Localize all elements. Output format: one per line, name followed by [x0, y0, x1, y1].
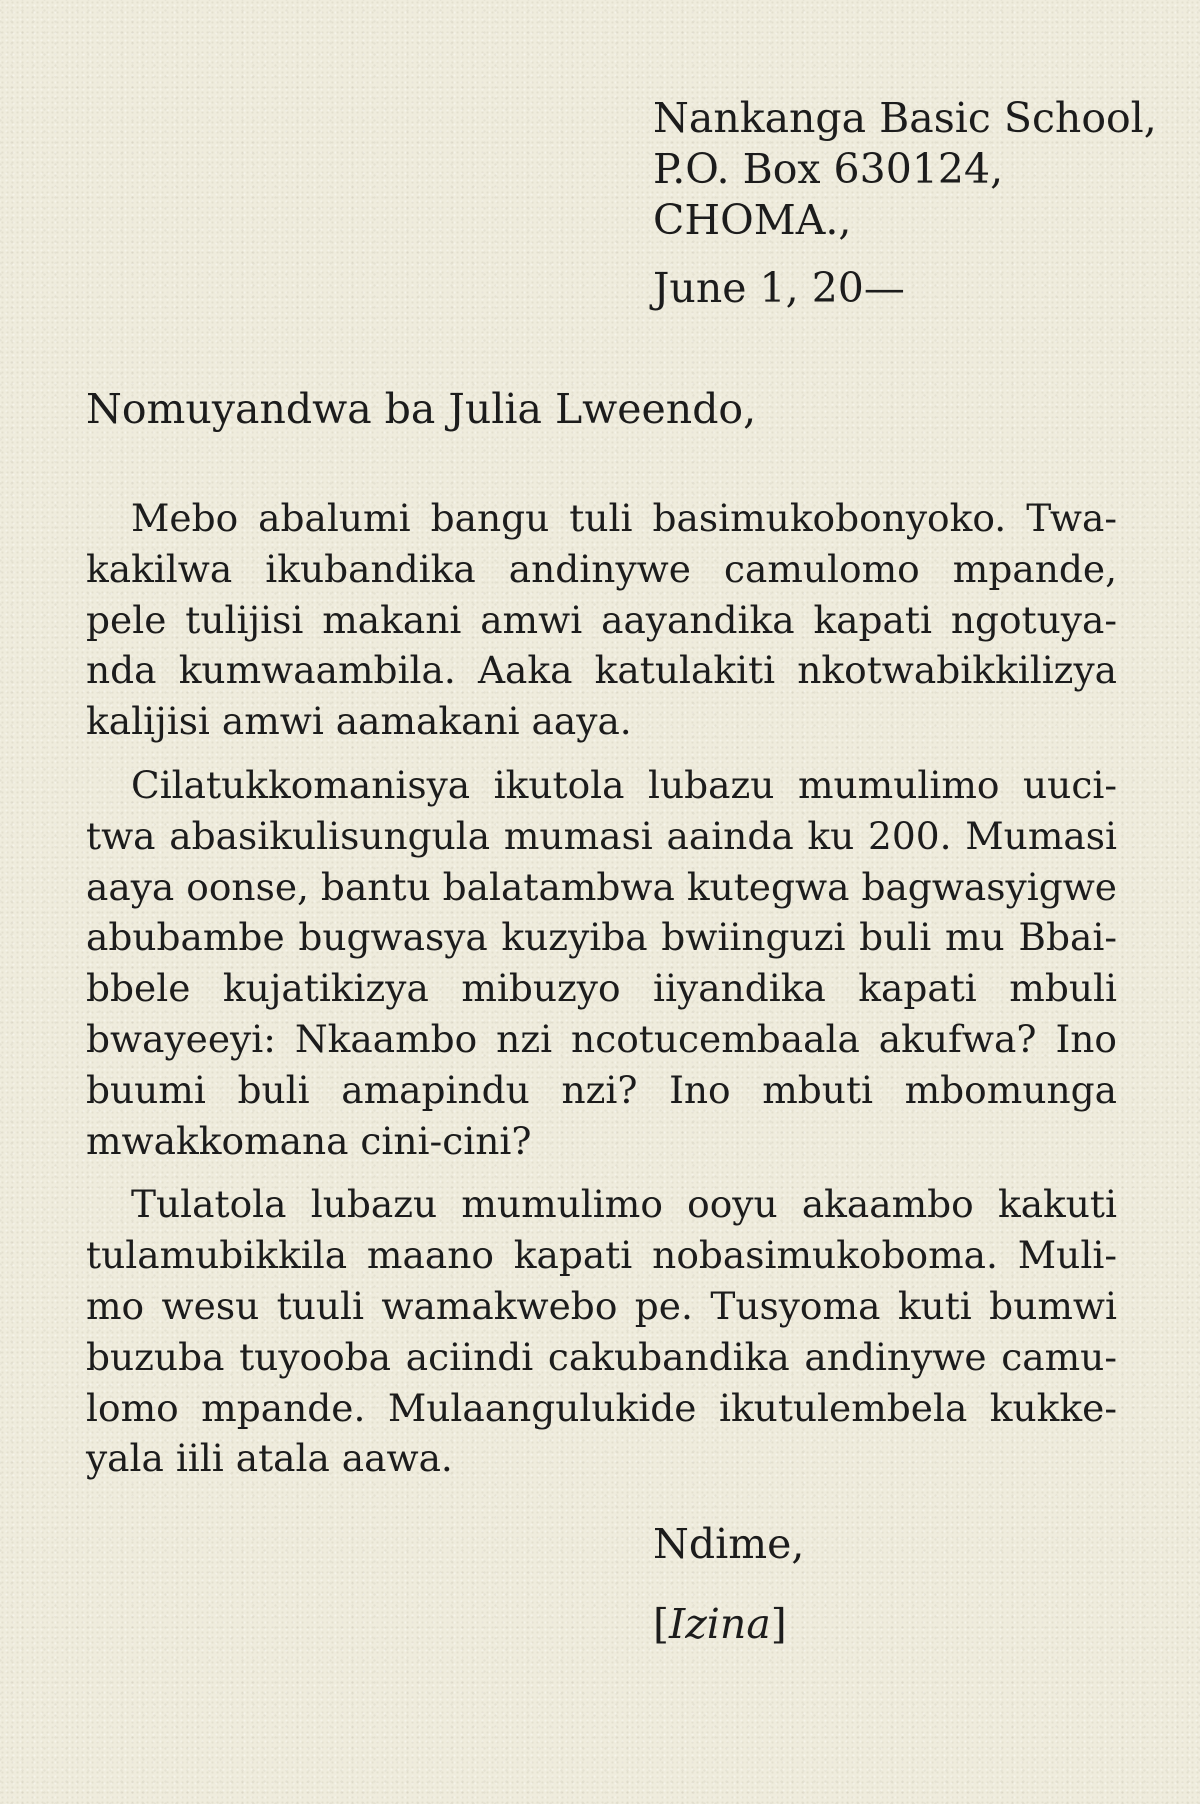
letter-date: June 1, 20—	[653, 264, 905, 312]
signature-open-bracket: [	[653, 1600, 669, 1648]
closing: Ndime,	[653, 1520, 805, 1568]
letter-body	[86, 493, 1117, 1497]
address-line-town: CHOMA.,	[653, 196, 852, 244]
body-paragraph-1: Mebo abalumi bangu tuli basimukobonyoko. Twakakilwa ikubandika andinywe camulomo mpande, pele tulijisi makani amwi aayandika kapati ngotuyanda kumwaambila. Aaka katulakiti nkotwabikkilizya kalijisi amwi aamakani aaya.	[86, 496, 1117, 744]
body-paragraph-3: Tulatola lubazu mumulimo ooyu akaambo kakuti tulamubikkila maano kapati nobasimukoboma. Mulimo wesu tuuli wamakwebo pe. Tusyoma kuti bumwi buzuba tuyooba aciindi cakubandika andinywe camulomo mpande. Mulaangulukide ikutulembela kukkeyala iili atala aawa.	[86, 1182, 1117, 1481]
salutation: Nomuyandwa ba Julia Lweendo,	[86, 385, 757, 433]
address-line-school: Nankanga Basic School,	[653, 94, 1157, 142]
sender-address	[653, 93, 1157, 246]
body-paragraph-2: Cilatukkomanisya ikutola lubazu mumulimo uucitwa abasikulisungula mumasi aainda ku 200. Mumasi aaya oonse, bantu balatambwa kutegwa bagwasyigwe abubambe bugwasya kuzyiba bwiinguzi buli mu Bbaibbele kujatikizya mibuzyo iiyandika kapati mbuli bwayeeyi: Nkaambo nzi ncotucembaala akufwa? Ino buumi buli amapindu nzi? Ino mbuti mbomunga mwakkomana cini-cini?	[86, 762, 1117, 1163]
signature-name: Izina	[669, 1600, 771, 1648]
signature-placeholder	[653, 1599, 787, 1650]
address-line-po-box: P.O. Box 630124,	[653, 145, 1004, 193]
signature-close-bracket: ]	[770, 1600, 787, 1648]
